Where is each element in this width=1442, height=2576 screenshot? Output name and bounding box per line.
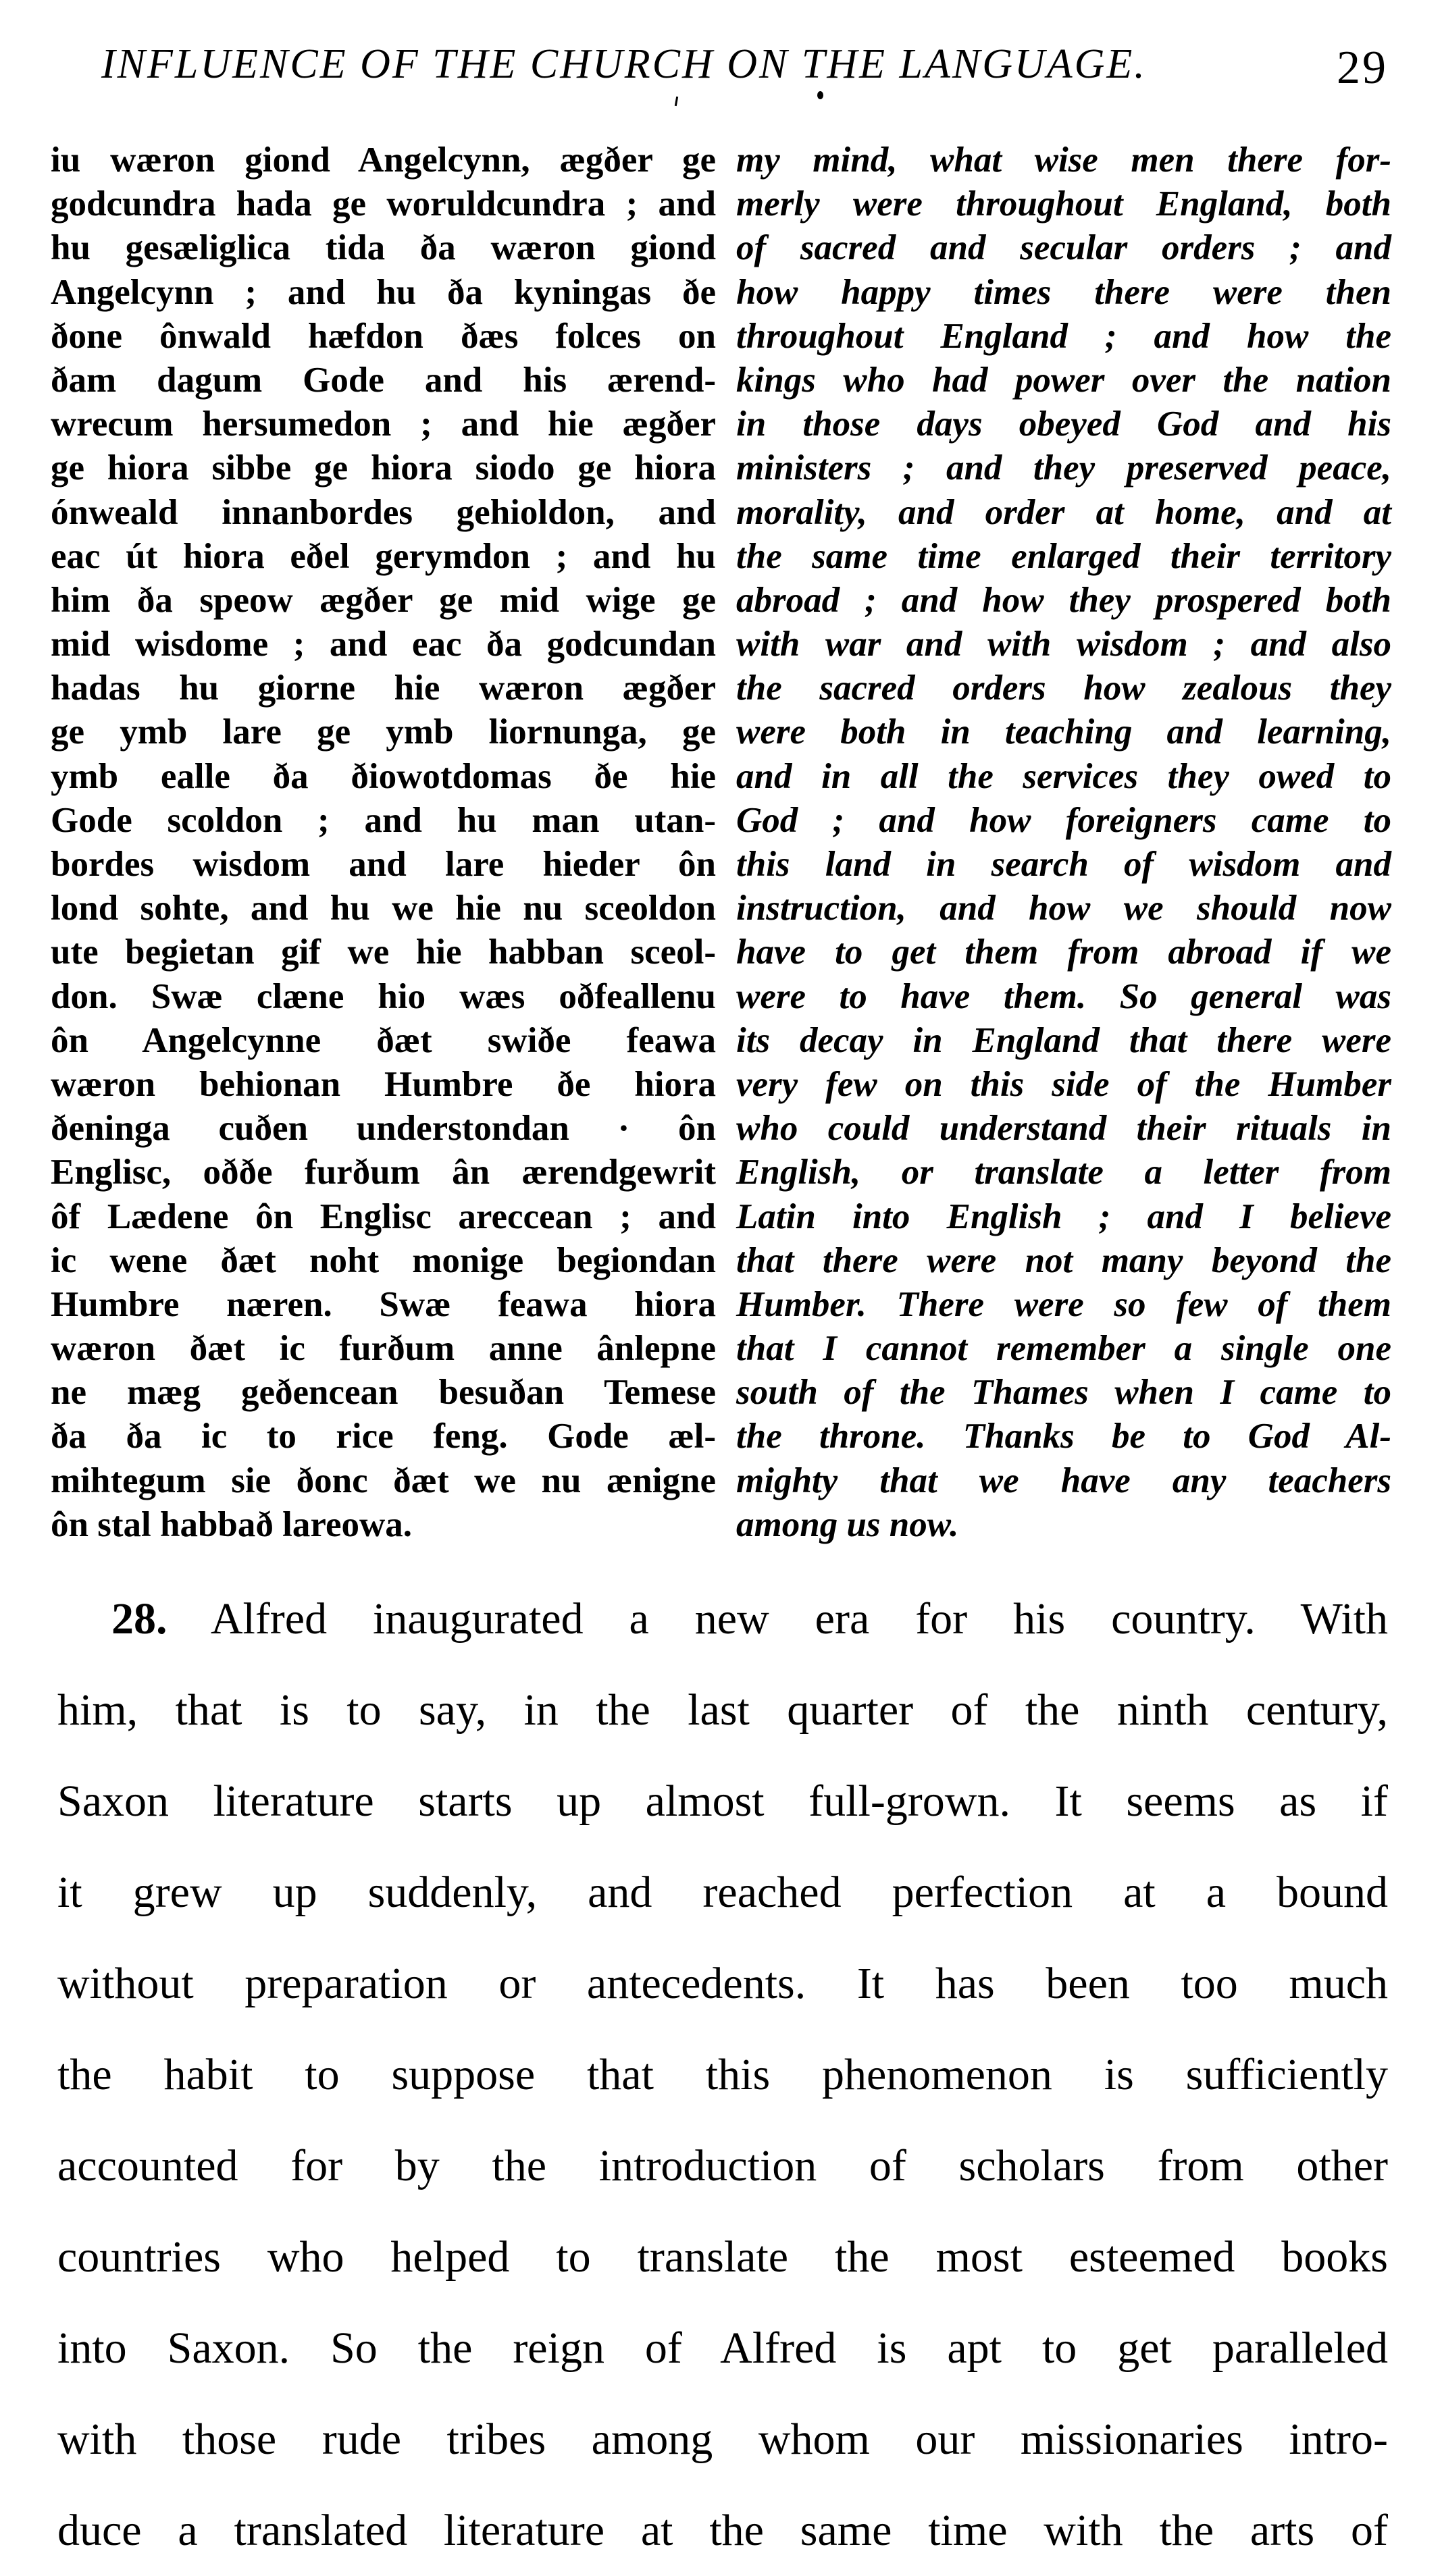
text-line: eac út hiora eðel gerymdon ; and hu: [51, 536, 716, 576]
text-line: Humber. There were so few of them: [736, 1284, 1391, 1324]
text-line: bordes wisdom and lare hieder ôn: [51, 845, 716, 884]
text-line: Saxon literature starts up almost full-grown. It seems as if: [57, 1777, 1388, 1826]
text-line: with those rude tribes among whom our missionaries intro-: [57, 2415, 1388, 2464]
text-line: the throne. Thanks be to God Al-: [736, 1417, 1391, 1456]
text-line: ðeninga cuðen understondan · ôn: [51, 1109, 716, 1149]
text-line: ne mæg geðencean besuðan Temese: [51, 1373, 716, 1413]
text-line: ministers ; and they preserved peace,: [736, 448, 1391, 488]
text-line: ge ymb lare ge ymb liornunga, ge: [51, 712, 716, 752]
text-line: its decay in England that there were: [736, 1020, 1391, 1060]
text-line: that there were not many beyond the: [736, 1240, 1391, 1280]
old-english-column: [51, 138, 716, 1547]
text-line: have to get them from abroad if we: [736, 932, 1391, 972]
parallel-text: [51, 138, 1391, 1556]
text-line: south of the Thames when I came to: [736, 1373, 1391, 1413]
text-line: hadas hu giorne hie wæron ægðer: [51, 668, 716, 708]
text-line: throughout England ; and how the: [736, 316, 1391, 356]
text-line: Angelcynn ; and hu ða kyningas ðe: [51, 272, 716, 312]
text-line: were to have them. So general was: [736, 976, 1391, 1016]
text-line: lond sohte, and hu we hie nu sceoldon: [51, 889, 716, 928]
text-line: my mind, what wise men there for-: [736, 140, 1391, 180]
text-line: English, or translate a letter from: [736, 1153, 1391, 1192]
text-line: hu gesæliglica tida ða wæron giond: [51, 228, 716, 268]
body-paragraph: [57, 1573, 1388, 2576]
text-line: God ; and how foreigners came to: [736, 800, 1391, 840]
text-line: among us now.: [736, 1504, 959, 1544]
text-line: don. Swæ clæne hio wæs oðfeallenu: [51, 976, 716, 1016]
text-line: wæron behionan Humbre ðe hiora: [51, 1064, 716, 1104]
text-line: him, that is to say, in the last quarter of the ninth century,: [57, 1685, 1388, 1735]
text-line: merly were throughout England, both: [736, 184, 1391, 224]
text-line: were both in teaching and learning,: [736, 712, 1391, 752]
text-line: in those days obeyed God and his: [736, 404, 1391, 444]
text-line: duce a translated literature at the same time with the arts of: [57, 2506, 1388, 2555]
text-line: who could understand their rituals in: [736, 1109, 1391, 1149]
text-line: without preparation or antecedents. It has been too much: [57, 1959, 1388, 2008]
section-number: 28.: [111, 1594, 168, 1644]
text-line: how happy times there were then: [736, 272, 1391, 312]
text-line: into Saxon. So the reign of Alfred is apt to get paralleled: [57, 2323, 1388, 2373]
text-line: ôn stal habbað lareowa.: [51, 1504, 412, 1544]
page-number: 29: [1337, 42, 1388, 94]
text-line: and in all the services they owed to: [736, 756, 1391, 796]
text-line: wæron ðæt ic furðum anne ânlepne: [51, 1329, 716, 1369]
text-line: ðone ônwald hæfdon ðæs folces on: [51, 316, 716, 356]
text-line: of sacred and secular orders ; and: [736, 228, 1391, 268]
text-line: abroad ; and how they prospered both: [736, 580, 1391, 620]
paragraph-first-line: [57, 1573, 1388, 1664]
paragraph-line: Alfred inaugurated a new era for his country. With: [210, 1594, 1389, 1644]
text-line: very few on this side of the Humber: [736, 1064, 1391, 1104]
translation-column: [736, 138, 1391, 1547]
text-line: with war and with wisdom ; and also: [736, 625, 1391, 664]
running-head: [101, 34, 1388, 95]
text-line: kings who had power over the nation: [736, 360, 1391, 400]
text-line: ôf Lædene ôn Englisc areccean ; and: [51, 1197, 716, 1236]
text-line: the same time enlarged their territory: [736, 536, 1391, 576]
text-line: ða ða ic to rice feng. Gode æl-: [51, 1417, 716, 1456]
text-line: that I cannot remember a single one: [736, 1329, 1391, 1369]
text-line: mihtegum sie ðonc ðæt we nu ænigne: [51, 1461, 716, 1500]
text-line: morality, and order at home, and at: [736, 492, 1391, 532]
text-line: instruction, and how we should now: [736, 889, 1391, 928]
text-line: mighty that we have any teachers: [736, 1461, 1391, 1500]
text-line: it grew up suddenly, and reached perfection at a bound: [57, 1868, 1388, 1917]
text-line: ymb ealle ða ðiowotdomas ðe hie: [51, 756, 716, 796]
text-line: Humbre næren. Swæ feawa hiora: [51, 1284, 716, 1324]
text-line: ute begietan gif we hie habban sceol-: [51, 932, 716, 972]
text-line: Gode scoldon ; and hu man utan-: [51, 800, 716, 840]
text-line: Englisc, oððe furðum ân ærendgewrit: [51, 1153, 716, 1192]
text-line: mid wisdome ; and eac ða godcundan: [51, 625, 716, 664]
text-line: iu wæron giond Angelcynn, ægðer ge: [51, 140, 716, 180]
text-line: the habit to suppose that this phenomenon is sufficiently: [57, 2050, 1388, 2099]
text-line: this land in search of wisdom and: [736, 845, 1391, 884]
print-specks: [675, 91, 824, 118]
text-line: ôn Angelcynne ðæt swiðe feawa: [51, 1020, 716, 1060]
chapter-title: INFLUENCE OF THE CHURCH ON THE LANGUAGE.: [101, 41, 1147, 87]
text-line: accounted for by the introduction of scholars from other: [57, 2141, 1388, 2190]
text-line: godcundra hada ge woruldcundra ; and: [51, 184, 716, 224]
text-line: countries who helped to translate the most esteemed books: [57, 2232, 1388, 2282]
text-line: ic wene ðæt noht monige begiondan: [51, 1240, 716, 1280]
text-line: Latin into English ; and I believe: [736, 1197, 1391, 1236]
text-line: ónweald innanbordes gehioldon, and: [51, 492, 716, 532]
text-line: wrecum hersumedon ; and hie ægðer: [51, 404, 716, 444]
text-line: the sacred orders how zealous they: [736, 668, 1391, 708]
text-line: ge hiora sibbe ge hiora siodo ge hiora: [51, 448, 716, 488]
text-line: him ða speow ægðer ge mid wige ge: [51, 580, 716, 620]
text-line: ðam dagum Gode and his ærend-: [51, 360, 716, 400]
